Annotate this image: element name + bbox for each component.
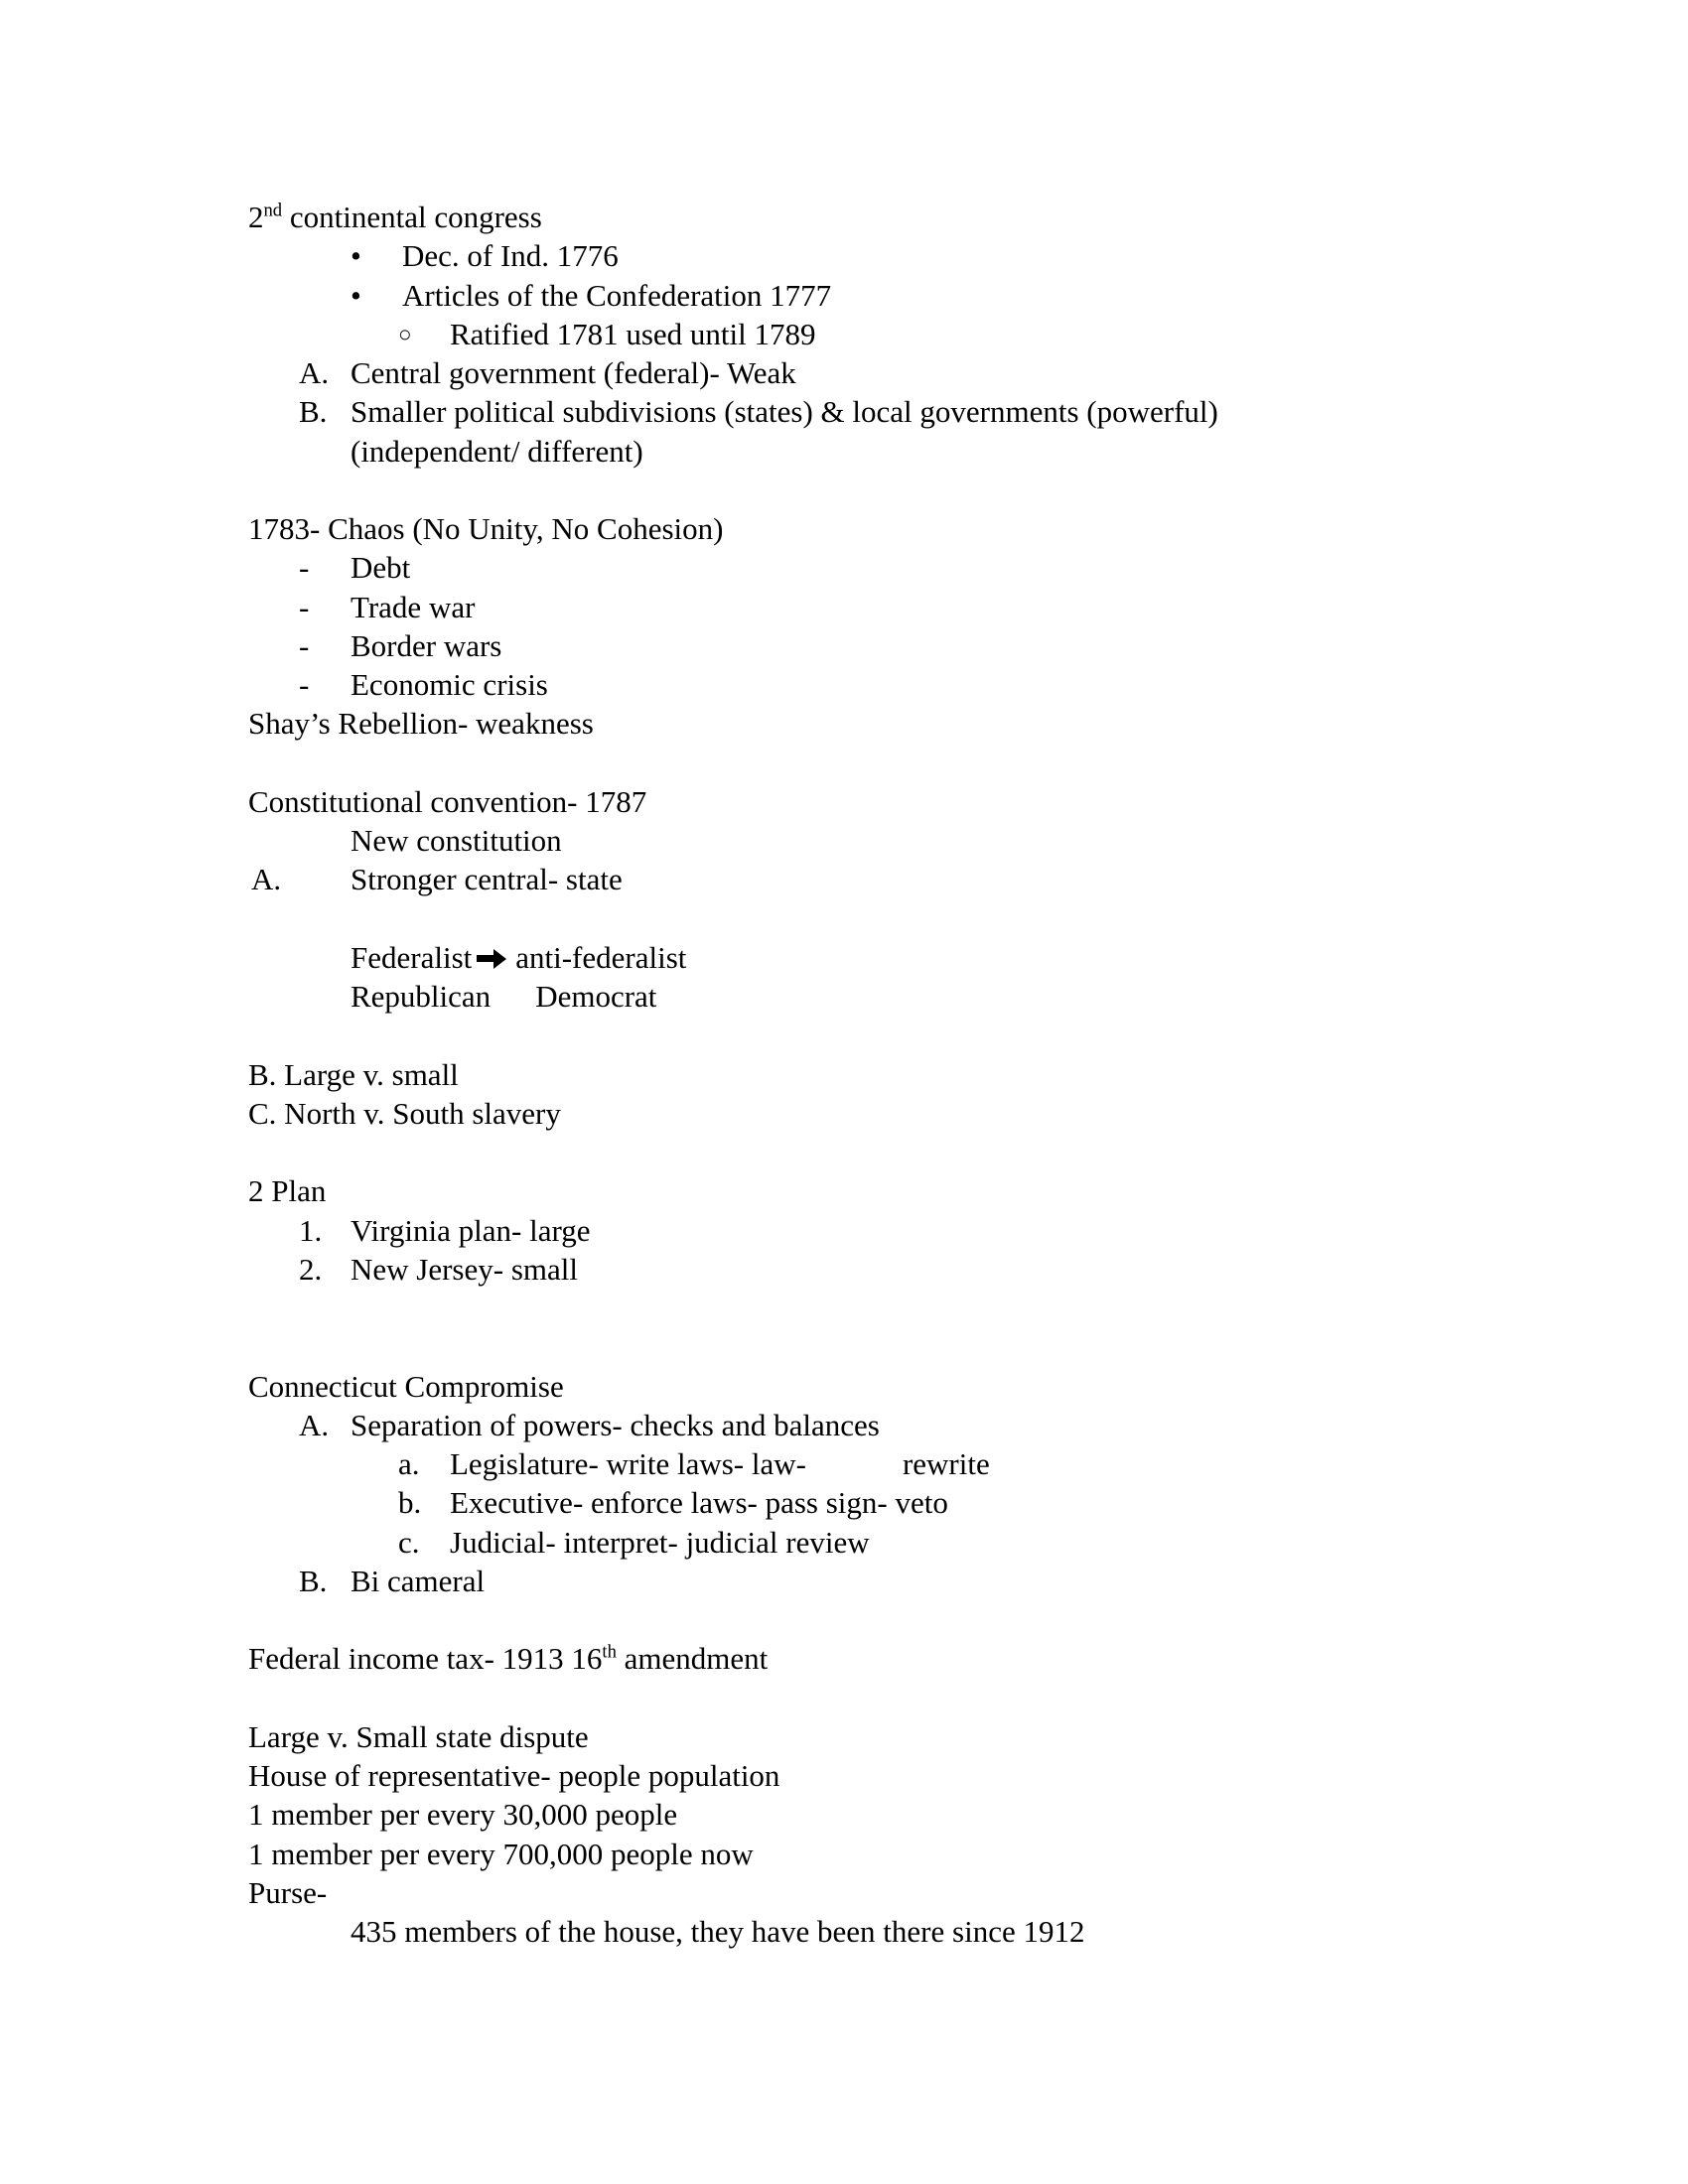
text-run: Articles of the Confederation 1777 <box>402 277 832 313</box>
text-run: Virginia plan- large <box>351 1212 591 1248</box>
list-marker: ○ <box>398 321 412 346</box>
text-line <box>0 1367 1688 1406</box>
list-marker: - <box>299 627 310 663</box>
list-marker: • <box>351 238 361 274</box>
text-run: Trade war <box>351 589 476 624</box>
document-content <box>0 198 1688 1951</box>
text-line <box>0 860 1688 898</box>
blank-line <box>0 1133 1688 1171</box>
blank-line <box>0 744 1688 782</box>
text-line <box>0 1211 1688 1250</box>
list-marker: - <box>299 550 310 586</box>
text-line <box>0 821 1688 860</box>
list-marker: 1. <box>299 1212 323 1248</box>
text-run: B. Large v. small <box>248 1056 459 1092</box>
text-line <box>0 1406 1688 1444</box>
tab-gap <box>491 1006 535 1007</box>
list-marker: A. <box>299 1407 330 1442</box>
text-run: rewrite <box>902 1446 990 1481</box>
text-run: Judicial- interpret- judicial review <box>450 1524 870 1560</box>
text-line <box>0 665 1688 704</box>
text-run: Federalist <box>351 939 473 975</box>
text-line <box>0 1055 1688 1094</box>
text-line <box>0 1094 1688 1133</box>
text-run: Shay’s Rebellion- weakness <box>248 706 594 742</box>
blank-line <box>0 1600 1688 1639</box>
text-line <box>0 588 1688 626</box>
text-line <box>0 1639 1688 1678</box>
text-run: New constitution <box>351 823 562 858</box>
text-line <box>0 1523 1688 1562</box>
text-line <box>0 704 1688 743</box>
text-line <box>0 1835 1688 1873</box>
text-run: Stronger central- state <box>351 862 623 897</box>
text-line <box>0 977 1688 1016</box>
text-line <box>0 548 1688 587</box>
text-run: anti-federalist <box>515 939 687 975</box>
blank-line <box>0 1016 1688 1054</box>
text-line <box>0 276 1688 315</box>
text-line <box>0 782 1688 821</box>
text-line <box>0 198 1688 236</box>
list-marker: c. <box>398 1524 420 1560</box>
text-line <box>0 1717 1688 1756</box>
text-line <box>0 1483 1688 1522</box>
text-line <box>0 1171 1688 1210</box>
text-line <box>0 1756 1688 1795</box>
text-run: 2 <box>248 200 264 234</box>
blank-line <box>0 471 1688 509</box>
text-run: Federal income tax- 1913 16 <box>248 1641 603 1677</box>
blank-line <box>0 1289 1688 1327</box>
text-run: Democrat <box>535 979 657 1014</box>
list-marker: b. <box>398 1485 422 1521</box>
text-run: amendment <box>616 1641 769 1677</box>
list-marker: B. <box>299 394 328 430</box>
text-line <box>0 353 1688 392</box>
text-run: Constitutional convention- 1787 <box>248 783 647 819</box>
blank-line <box>0 1327 1688 1366</box>
blank-line <box>0 1679 1688 1717</box>
text-run: Economic crisis <box>351 667 548 702</box>
text-run: (independent/ different) <box>351 433 643 469</box>
text-run: Republican <box>351 979 492 1014</box>
text-run: Smaller political subdivisions (states) & local governments (powerful) <box>351 394 1218 430</box>
text-run: Legislature- write laws- law- <box>450 1446 806 1481</box>
text-run: Ratified 1781 used until 1789 <box>450 316 816 351</box>
text-line <box>0 432 1688 471</box>
text-run: Large v. Small state dispute <box>248 1718 589 1754</box>
tab-gap <box>806 1473 903 1474</box>
list-marker: - <box>299 589 310 624</box>
list-marker: 2. <box>299 1251 323 1287</box>
text-run: Separation of powers- checks and balances <box>351 1407 880 1442</box>
text-run: House of representative- people population <box>248 1758 780 1793</box>
list-marker: A. <box>299 355 330 390</box>
text-run: Debt <box>351 550 411 586</box>
text-line <box>0 938 1688 977</box>
text-line <box>0 1250 1688 1289</box>
text-line <box>0 1795 1688 1834</box>
text-run: C. North v. South slavery <box>248 1095 561 1131</box>
text-run: Border wars <box>351 627 502 663</box>
superscript-text: th <box>602 1641 617 1663</box>
text-line <box>0 1873 1688 1912</box>
text-run: 1783- Chaos (No Unity, No Cohesion) <box>248 511 724 546</box>
list-marker: - <box>299 667 310 702</box>
text-line <box>0 626 1688 665</box>
text-line <box>0 509 1688 548</box>
text-run: 1 member per every 30,000 people <box>248 1797 678 1833</box>
list-marker: • <box>351 277 361 313</box>
list-marker: a. <box>398 1446 420 1481</box>
text-run: Executive- enforce laws- pass sign- veto <box>450 1485 948 1521</box>
text-line <box>0 392 1688 431</box>
text-run: continental congress <box>282 200 542 234</box>
text-run: 1 member per every 700,000 people now <box>248 1836 754 1871</box>
text-run: Central government (federal)- Weak <box>351 355 796 390</box>
text-line <box>0 1444 1688 1483</box>
text-run: Purse- <box>248 1874 328 1910</box>
text-line <box>0 236 1688 275</box>
list-marker: A. <box>251 862 282 897</box>
text-run: 435 members of the house, they have been there since 1912 <box>351 1914 1085 1949</box>
text-line <box>0 1562 1688 1600</box>
text-run: Bi cameral <box>351 1563 486 1598</box>
list-marker: B. <box>299 1563 328 1598</box>
text-run: 2 Plan <box>248 1173 327 1209</box>
arrow-right-icon <box>477 949 506 969</box>
superscript-text: nd <box>263 200 283 221</box>
text-run: New Jersey- small <box>351 1251 578 1287</box>
blank-line <box>0 899 1688 938</box>
text-line <box>0 315 1688 353</box>
text-line <box>0 1912 1688 1951</box>
text-run: Dec. of Ind. 1776 <box>402 238 619 274</box>
text-run: Connecticut Compromise <box>248 1368 564 1404</box>
